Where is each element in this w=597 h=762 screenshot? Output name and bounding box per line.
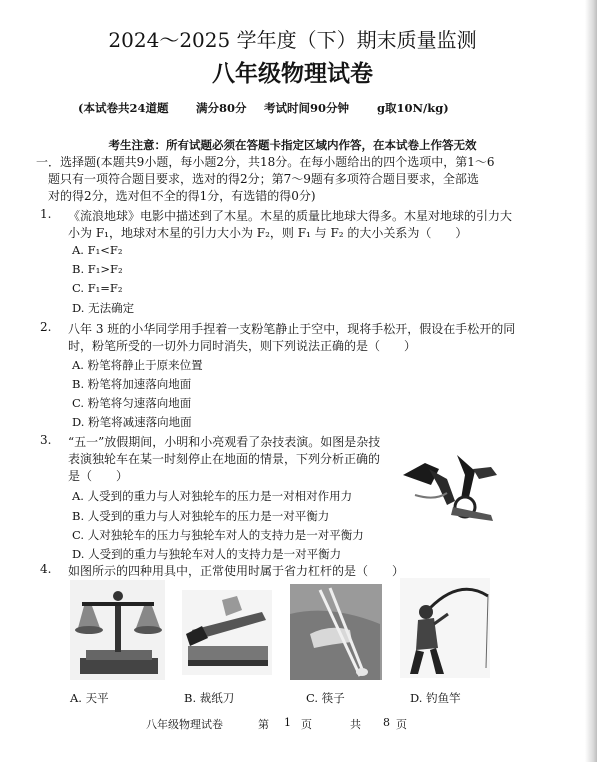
page-edge-shadow — [585, 0, 597, 762]
q1-option-a: A. F₁<F₂ — [72, 243, 123, 257]
q3-option-c: C. 人对独轮车的压力与独轮车对人的支持力是一对平衡力 — [72, 528, 364, 542]
footer-page-number: 1 — [284, 716, 291, 729]
balance-scale-figure — [70, 580, 165, 680]
q4-number: 4. — [40, 562, 52, 576]
info-question-count: (本试卷共24道题 — [78, 101, 169, 115]
q3-option-b: B. 人受到的重力与人对独轮车的压力是一对平衡力 — [72, 509, 330, 523]
q2-line-2: 时，粉笔所受的一切外力同时消失，则下列说法正确的是（ ） — [68, 339, 417, 353]
q2-option-d: D. 粉笔将减速落向地面 — [72, 415, 192, 429]
q3-line-3: 是（ ） — [68, 469, 129, 483]
q3-number: 3. — [40, 433, 52, 447]
section1-line-2: 题只有一项符合题目要求，选对的得2分；第7～9题有多项符合题目要求，全部选 — [48, 172, 479, 186]
info-time: 考试时间90分钟 — [264, 101, 350, 115]
exam-subtitle: 八年级物理试卷 — [212, 60, 373, 87]
footer-total-suffix: 页 — [396, 718, 407, 731]
exam-notice: 考生注意：所有试题必须在答题卡指定区域内作答，在本试卷上作答无效 — [108, 138, 477, 152]
q4-line: 如图所示的四种用具中，正常使用时属于省力杠杆的是（ ） — [68, 564, 405, 578]
footer-total-number: 8 — [383, 716, 390, 729]
q1-option-d: D. 无法确定 — [72, 301, 135, 315]
q4-caption-a: A. 天平 — [70, 691, 109, 705]
footer-total-prefix: 共 — [350, 718, 361, 731]
q2-option-c: C. 粉笔将匀速落向地面 — [72, 396, 192, 410]
q1-line-2: 小为 F₁，地球对木星的引力大小为 F₂，则 F₁ 与 F₂ 的大小关系为（ ） — [68, 226, 468, 240]
section1-line-1: 一．选择题(本题共9小题，每小题2分，共18分。在每小题给出的四个选项中，第1～6 — [36, 155, 495, 169]
info-g-value: g取10N/kg) — [377, 101, 449, 115]
q2-option-b: B. 粉笔将加速落向地面 — [72, 377, 192, 391]
q4-caption-d: D. 钓鱼竿 — [410, 691, 461, 705]
q1-number: 1. — [40, 207, 52, 221]
q1-option-b: B. F₁>F₂ — [72, 262, 123, 276]
q3-option-a: A. 人受到的重力与人对独轮车的压力是一对相对作用力 — [72, 489, 353, 503]
q2-number: 2. — [40, 320, 52, 334]
info-full-score: 满分80分 — [196, 101, 247, 115]
exam-title: 2024～2025 学年度（下）期末质量监测 — [108, 28, 477, 52]
section1-line-3: 对的得2分，选对但不全的得1分，有选错的得0分) — [48, 189, 316, 203]
q2-line-1: 八年 3 班的小华同学用手捏着一支粉笔静止于空中，现将手松开，假设在手松开的同 — [68, 322, 516, 336]
footer-page-suffix: 页 — [301, 718, 312, 731]
q3-option-d: D. 人受到的重力与独轮车对人的支持力是一对平衡力 — [72, 547, 342, 561]
q1-option-c: C. F₁=F₂ — [72, 281, 123, 295]
q2-option-a: A. 粉笔将静止于原来位置 — [72, 358, 203, 372]
chopsticks-figure — [290, 584, 382, 680]
footer-page-prefix: 第 — [258, 718, 269, 731]
q3-line-1: “五一”放假期间，小明和小亮观看了杂技表演。如图是杂技 — [68, 435, 381, 449]
q3-line-2: 表演独轮车在某一时刻停止在地面的情景，下列分析正确的 — [68, 452, 381, 466]
paper-cutter-figure — [182, 590, 272, 675]
footer-exam-name: 八年级物理试卷 — [146, 718, 223, 731]
q1-line-1: 《流浪地球》电影中描述到了木星。木星的质量比地球大得多。木星对地球的引力大 — [68, 209, 513, 223]
fishing-rod-figure — [400, 578, 490, 678]
q4-caption-c: C. 筷子 — [306, 691, 345, 705]
unicycle-acrobat-figure — [395, 445, 510, 530]
q4-caption-b: B. 裁纸刀 — [184, 691, 235, 705]
